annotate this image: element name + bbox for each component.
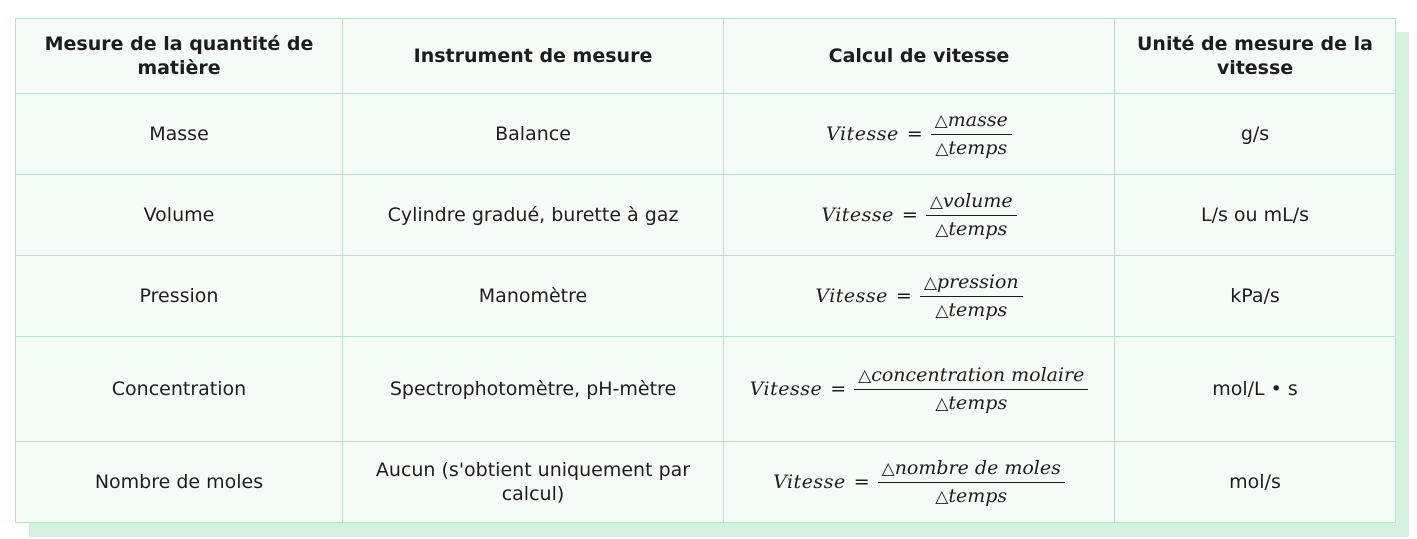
formula-lhs: Vitesse <box>815 285 888 307</box>
cell-instrument: Cylindre gradué, burette à gaz <box>343 175 724 256</box>
delta-icon: △ <box>935 486 949 507</box>
fraction-denominator <box>931 216 1011 241</box>
table-row <box>16 175 1396 256</box>
delta-icon: △ <box>935 393 949 414</box>
fraction <box>926 190 1017 241</box>
equals-sign: = <box>853 471 870 493</box>
delta-icon: △ <box>935 219 949 240</box>
fraction-numerator <box>854 364 1088 390</box>
rate-formula <box>826 109 1012 160</box>
numerator-text: masse <box>947 108 1008 131</box>
delta-icon: △ <box>935 300 949 321</box>
fraction-denominator <box>931 483 1011 508</box>
equals-sign: = <box>906 123 923 145</box>
cell-calcul <box>724 175 1115 256</box>
cell-instrument: Manomètre <box>343 256 724 337</box>
delta-icon: △ <box>881 458 895 479</box>
cell-mesure: Volume <box>16 175 343 256</box>
rate-measurement-table <box>15 18 1396 523</box>
denominator-text: temps <box>948 217 1008 240</box>
formula-lhs: Vitesse <box>826 123 899 145</box>
rate-formula <box>773 457 1065 508</box>
cell-calcul <box>724 337 1115 442</box>
rate-formula <box>815 271 1022 322</box>
equals-sign: = <box>830 378 847 400</box>
fraction <box>931 109 1012 160</box>
table-row <box>16 256 1396 337</box>
fraction-numerator <box>931 109 1012 135</box>
fraction-numerator <box>878 457 1065 483</box>
formula-lhs: Vitesse <box>749 378 823 400</box>
table-row <box>16 442 1396 523</box>
cell-instrument: Spectrophotomètre, pH-mètre <box>343 337 724 442</box>
rate-formula <box>750 364 1089 415</box>
delta-icon: △ <box>923 272 937 293</box>
cell-unite: mol/L • s <box>1115 337 1396 442</box>
fraction-numerator <box>920 271 1023 297</box>
formula-lhs: Vitesse <box>821 204 894 226</box>
equals-sign: = <box>901 204 918 226</box>
header-calcul: Calcul de vitesse <box>724 19 1115 94</box>
denominator-text: temps <box>948 298 1008 321</box>
numerator-text: pression <box>936 270 1019 293</box>
fraction <box>854 364 1088 415</box>
numerator-text: concentration molaire <box>871 363 1085 386</box>
header-row <box>16 19 1396 94</box>
cell-mesure: Concentration <box>16 337 343 442</box>
delta-icon: △ <box>858 365 872 386</box>
delta-icon: △ <box>934 110 948 131</box>
table-row <box>16 337 1396 442</box>
fraction-denominator <box>931 135 1011 160</box>
numerator-text: nombre de moles <box>894 456 1061 479</box>
cell-unite: kPa/s <box>1115 256 1396 337</box>
cell-mesure: Nombre de moles <box>16 442 343 523</box>
delta-icon: △ <box>935 138 949 159</box>
denominator-text: temps <box>948 484 1008 507</box>
cell-mesure: Masse <box>16 94 343 175</box>
formula-lhs: Vitesse <box>773 471 846 493</box>
denominator-text: temps <box>948 391 1008 414</box>
fraction-numerator <box>926 190 1017 216</box>
cell-instrument: Aucun (s'obtient uniquement par calcul) <box>343 442 724 523</box>
header-instrument: Instrument de mesure <box>343 19 724 94</box>
cell-instrument: Balance <box>343 94 724 175</box>
delta-icon: △ <box>929 191 943 212</box>
cell-unite: g/s <box>1115 94 1396 175</box>
fraction <box>920 271 1023 322</box>
fraction-denominator <box>931 297 1011 322</box>
cell-unite: L/s ou mL/s <box>1115 175 1396 256</box>
cell-unite: mol/s <box>1115 442 1396 523</box>
cell-calcul <box>724 94 1115 175</box>
cell-mesure: Pression <box>16 256 343 337</box>
cell-calcul <box>724 442 1115 523</box>
fraction-denominator <box>931 390 1011 415</box>
equals-sign: = <box>895 285 912 307</box>
numerator-text: volume <box>942 189 1013 212</box>
fraction <box>878 457 1065 508</box>
table-row <box>16 94 1396 175</box>
cell-calcul <box>724 256 1115 337</box>
header-unite: Unité de mesure de la vitesse <box>1115 19 1396 94</box>
denominator-text: temps <box>948 136 1008 159</box>
header-mesure: Mesure de la quantité de matière <box>16 19 343 94</box>
rate-formula <box>821 190 1016 241</box>
